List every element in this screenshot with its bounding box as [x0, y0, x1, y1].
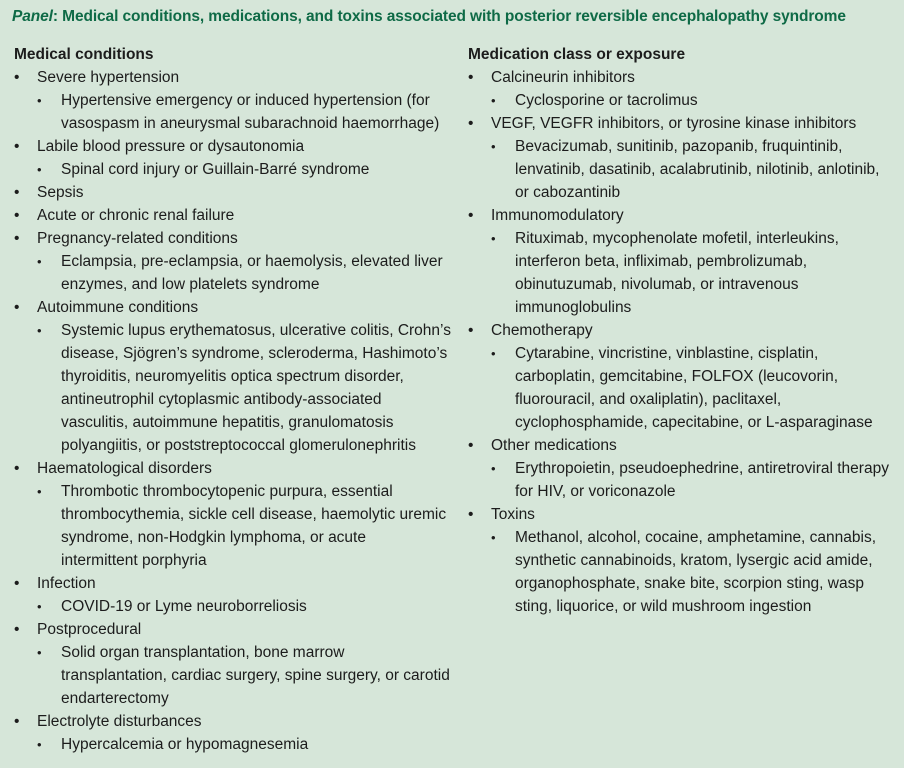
sub-list-item-line: synthetic cannabinoids, kratom, lysergic acid amide, [515, 552, 873, 569]
medical-conditions-heading: Medical conditions [14, 46, 154, 63]
list-item-label: • Autoimmune conditions [37, 299, 199, 316]
sub-list-item-line: • Systemic lupus erythematosus, ulcerative colitis, Crohn’s [61, 322, 451, 339]
sub-list-item-line: obinutuzumab, nivolumab, or intravenous [515, 276, 799, 293]
medication-exposure-column [468, 43, 898, 618]
list-item-label: • Acute or chronic renal failure [37, 207, 235, 224]
list-item [468, 112, 898, 204]
list-item-label: • VEGF, VEGFR inhibitors, or tyrosine kinase inhibitors [491, 115, 857, 132]
sub-list-item [491, 526, 898, 618]
sub-list-item-line: cyclophosphamide, capecitabine, or L-asparaginase [515, 414, 873, 431]
list-item-label: • Labile blood pressure or dysautonomia [37, 138, 305, 155]
sub-list [491, 227, 898, 319]
sub-list [37, 158, 454, 181]
sub-list-item [37, 733, 454, 756]
sub-list-item-line: immunoglobulins [515, 299, 632, 316]
sub-list [37, 319, 454, 457]
sub-list-item-line: fluorouracil, and oxaliplatin), paclitaxel, [515, 391, 782, 408]
sub-list-item-line: endarterectomy [61, 690, 169, 707]
list-item [14, 710, 454, 756]
sub-list [491, 135, 898, 204]
list-item-label: • Pregnancy-related conditions [37, 230, 238, 247]
sub-list-item [37, 480, 454, 572]
sub-list-item [37, 595, 454, 618]
sub-list-item-line: transplantation, cardiac surgery, spine surgery, or carotid [61, 667, 450, 684]
sub-list-item-line: polyangiitis, or poststreptococcal glomerulonephritis [61, 437, 416, 454]
sub-list-item-line: • Cytarabine, vincristine, vinblastine, cisplatin, [515, 345, 819, 362]
list-item [14, 227, 454, 296]
sub-list-item-line: organophosphate, snake bite, scorpion sting, wasp [515, 575, 864, 592]
sub-list-item-line: • Rituximab, mycophenolate mofetil, interleukins, [515, 230, 839, 247]
list-item-label: • Severe hypertension [37, 69, 180, 86]
list-item-label: • Sepsis [37, 184, 84, 201]
list-item [468, 503, 898, 618]
list-item [14, 204, 454, 227]
list-item-label: • Electrolyte disturbances [37, 713, 202, 730]
sub-list-item-line: or cabozantinib [515, 184, 621, 201]
sub-list-item [491, 227, 898, 319]
list-item-label: • Postprocedural [37, 621, 142, 638]
list-item [468, 66, 898, 112]
sub-list [491, 89, 898, 112]
list-item [14, 181, 454, 204]
sub-list [491, 526, 898, 618]
list-item-label: • Calcineurin inhibitors [491, 69, 635, 86]
sub-list [491, 457, 898, 503]
list-item [468, 319, 898, 434]
list-item-label: • Other medications [491, 437, 617, 454]
sub-list-item [491, 135, 898, 204]
panel-title-lead: Panel [12, 8, 53, 25]
sub-list-item-line: sting, liquorice, or wild mushroom ingestion [515, 598, 812, 615]
sub-list-item-line: • Bevacizumab, sunitinib, pazopanib, fruquintinib, [515, 138, 843, 155]
sub-list-item [37, 250, 454, 296]
medical-conditions-column [14, 43, 454, 756]
sub-list-item [491, 89, 898, 112]
medication-exposure-list [468, 66, 898, 618]
list-item [468, 434, 898, 503]
list-item [14, 618, 454, 710]
panel-title-text: : Medical conditions, medications, and toxins associated with posterior reversible encephalopathy syndrome [52, 8, 846, 25]
list-item-label: • Immunomodulatory [491, 207, 624, 224]
sub-list-item [37, 319, 454, 457]
sub-list-item-line: syndrome, non-Hodgkin lymphoma, or acute [61, 529, 366, 546]
sub-list-item-line: • Hypertensive emergency or induced hypertension (for [61, 92, 430, 109]
sub-list-item-line: vasculitis, autoimmune hepatitis, granulomatosis [61, 414, 394, 431]
sub-list-item-line: carboplatin, gemcitabine, FOLFOX (leucovorin, [515, 368, 839, 385]
list-item [14, 296, 454, 457]
list-item [468, 204, 898, 319]
sub-list [37, 250, 454, 296]
medication-exposure-heading: Medication class or exposure [468, 46, 686, 63]
sub-list-item-line: • Cyclosporine or tacrolimus [515, 92, 698, 109]
sub-list-item-line: • Erythropoietin, pseudoephedrine, antiretroviral therapy [515, 460, 889, 477]
list-item-label: • Infection [37, 575, 96, 592]
sub-list-item [491, 342, 898, 434]
medical-conditions-list [14, 66, 454, 756]
sub-list-item-line: • Methanol, alcohol, cocaine, amphetamine, cannabis, [515, 529, 877, 546]
sub-list-item-line: intermittent porphyria [61, 552, 207, 569]
list-item-label: • Chemotherapy [491, 322, 593, 339]
sub-list-item-line: for HIV, or voriconazole [515, 483, 676, 500]
sub-list [491, 342, 898, 434]
sub-list [37, 480, 454, 572]
list-item [14, 457, 454, 572]
sub-list-item-line: disease, Sjögren’s syndrome, scleroderma, Hashimoto’s [61, 345, 448, 362]
sub-list-item-line: • Solid organ transplantation, bone marrow [61, 644, 345, 661]
sub-list-item [37, 158, 454, 181]
list-item-label: • Toxins [491, 506, 535, 523]
list-item-label: • Haematological disorders [37, 460, 212, 477]
sub-list [37, 641, 454, 710]
sub-list [37, 595, 454, 618]
sub-list [37, 733, 454, 756]
sub-list-item-line: interferon beta, infliximab, pembrolizumab, [515, 253, 808, 270]
panel-title [12, 8, 846, 26]
list-item [14, 135, 454, 181]
sub-list-item [37, 641, 454, 710]
sub-list-item-line: antineutrophil cytoplasmic antibody-associated [61, 391, 382, 408]
sub-list-item-line: • Spinal cord injury or Guillain-Barré syndrome [61, 161, 370, 178]
sub-list-item [491, 457, 898, 503]
list-item [14, 66, 454, 135]
sub-list-item-line: • COVID-19 or Lyme neuroborreliosis [61, 598, 307, 615]
sub-list-item-line: vasospasm in aneurysmal subarachnoid haemorrhage) [61, 115, 440, 132]
sub-list-item-line: • Hypercalcemia or hypomagnesemia [61, 736, 309, 753]
sub-list-item-line: lenvatinib, dasatinib, acalabrutinib, nilotinib, anlotinib, [515, 161, 880, 178]
sub-list-item-line: • Eclampsia, pre-eclampsia, or haemolysis, elevated liver [61, 253, 443, 270]
sub-list-item-line: enzymes, and low platelets syndrome [61, 276, 320, 293]
sub-list-item-line: thrombocythemia, sickle cell disease, haemolytic uremic [61, 506, 447, 523]
sub-list [37, 89, 454, 135]
sub-list-item-line: • Thrombotic thrombocytopenic purpura, essential [61, 483, 393, 500]
sub-list-item [37, 89, 454, 135]
sub-list-item-line: thyroiditis, neuromyelitis optica spectrum disorder, [61, 368, 404, 385]
list-item [14, 572, 454, 618]
